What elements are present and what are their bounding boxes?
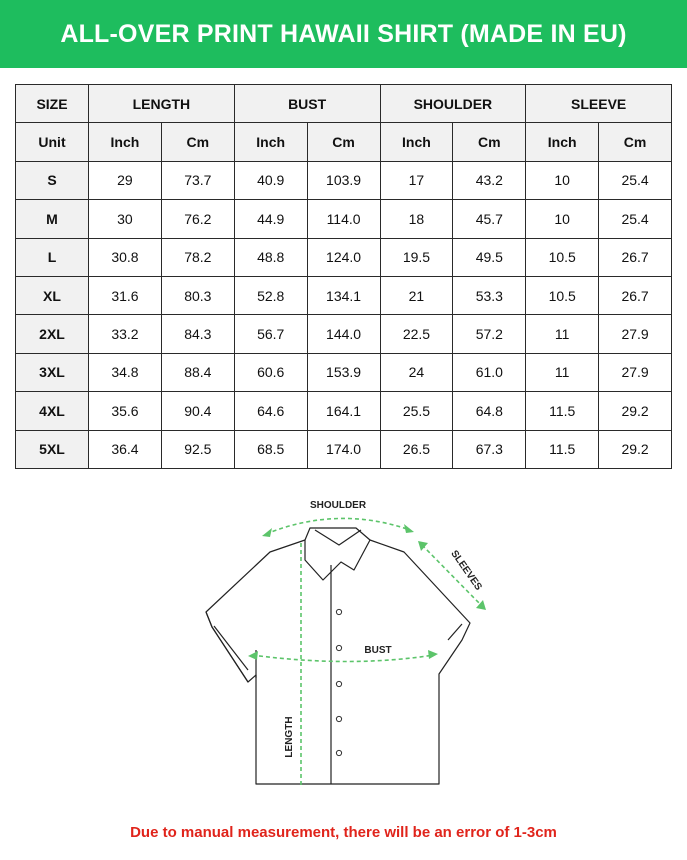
measurement-cell: 124.0: [307, 238, 380, 276]
group-header-sleeve: SLEEVE: [526, 85, 672, 123]
measurement-cell: 60.6: [234, 353, 307, 391]
table-row: [16, 238, 672, 276]
measurement-cell: 26.7: [599, 238, 672, 276]
measurement-cell: 90.4: [161, 392, 234, 430]
button: [336, 750, 341, 755]
measurement-cell: 30: [89, 200, 162, 238]
measurement-cell: 29.2: [599, 392, 672, 430]
measurement-cell: 26.5: [380, 430, 453, 468]
shoulder-label: SHOULDER: [309, 500, 367, 511]
size-label: S: [16, 161, 89, 199]
measurement-cell: 134.1: [307, 276, 380, 314]
measurement-cell: 30.8: [89, 238, 162, 276]
measurement-cell: 68.5: [234, 430, 307, 468]
sleeve-arrow-top: [418, 541, 428, 551]
measurement-cell: 27.9: [599, 353, 672, 391]
measurement-cell: 36.4: [89, 430, 162, 468]
size-label: XL: [16, 276, 89, 314]
unit-label: Unit: [16, 123, 89, 161]
measurement-cell: 10.5: [526, 276, 599, 314]
measurement-cell: 57.2: [453, 315, 526, 353]
button: [336, 681, 341, 686]
group-header-size: SIZE: [16, 85, 89, 123]
measurement-cell: 153.9: [307, 353, 380, 391]
unit-header-row: [16, 123, 672, 161]
table-row: [16, 276, 672, 314]
measurement-cell: 43.2: [453, 161, 526, 199]
size-label: 4XL: [16, 392, 89, 430]
group-header-shoulder: SHOULDER: [380, 85, 526, 123]
button: [336, 609, 341, 614]
unit-header: Inch: [234, 123, 307, 161]
measurement-cell: 25.5: [380, 392, 453, 430]
measurement-cell: 44.9: [234, 200, 307, 238]
measurement-cell: 26.7: [599, 276, 672, 314]
measurement-cell: 22.5: [380, 315, 453, 353]
unit-header: Cm: [307, 123, 380, 161]
measurement-cell: 56.7: [234, 315, 307, 353]
bust-label: BUST: [364, 645, 392, 656]
measurement-cell: 84.3: [161, 315, 234, 353]
table-row: [16, 353, 672, 391]
measurement-cell: 17: [380, 161, 453, 199]
measurement-cell: 11.5: [526, 392, 599, 430]
unit-header: Inch: [526, 123, 599, 161]
measurement-cell: 40.9: [234, 161, 307, 199]
measurement-cell: 10: [526, 200, 599, 238]
shirt-measurement-diagram: [190, 490, 500, 790]
measurement-cell: 19.5: [380, 238, 453, 276]
unit-header: Cm: [453, 123, 526, 161]
measurement-cell: 67.3: [453, 430, 526, 468]
table-row: [16, 315, 672, 353]
table-row: [16, 161, 672, 199]
unit-header: Cm: [161, 123, 234, 161]
unit-header: Inch: [380, 123, 453, 161]
length-label: LENGTH: [284, 716, 295, 758]
measurement-cell: 48.8: [234, 238, 307, 276]
measurement-cell: 33.2: [89, 315, 162, 353]
measurement-cell: 10: [526, 161, 599, 199]
measurement-cell: 11.5: [526, 430, 599, 468]
measurement-cell: 164.1: [307, 392, 380, 430]
measurement-cell: 80.3: [161, 276, 234, 314]
measurement-cell: 64.8: [453, 392, 526, 430]
group-header-bust: BUST: [234, 85, 380, 123]
measurement-error-note: Due to manual measurement, there will be an error of 1-3cm: [130, 824, 557, 841]
unit-header: Cm: [599, 123, 672, 161]
measurement-cell: 76.2: [161, 200, 234, 238]
button: [336, 716, 341, 721]
measurement-cell: 31.6: [89, 276, 162, 314]
measurement-cell: 49.5: [453, 238, 526, 276]
measurement-cell: 25.4: [599, 200, 672, 238]
table-row: [16, 392, 672, 430]
shoulder-arrow-left: [262, 528, 272, 537]
measurement-cell: 45.7: [453, 200, 526, 238]
measurement-cell: 78.2: [161, 238, 234, 276]
measurement-cell: 11: [526, 353, 599, 391]
measurement-cell: 73.7: [161, 161, 234, 199]
measurement-cell: 103.9: [307, 161, 380, 199]
measurement-cell: 25.4: [599, 161, 672, 199]
group-header-length: LENGTH: [89, 85, 235, 123]
size-label: L: [16, 238, 89, 276]
measurement-cell: 29: [89, 161, 162, 199]
measurement-cell: 29.2: [599, 430, 672, 468]
size-chart-table: [15, 84, 672, 469]
measurement-cell: 88.4: [161, 353, 234, 391]
measurement-cell: 10.5: [526, 238, 599, 276]
measurement-cell: 34.8: [89, 353, 162, 391]
measurement-cell: 52.8: [234, 276, 307, 314]
size-label: 5XL: [16, 430, 89, 468]
measurement-cell: 61.0: [453, 353, 526, 391]
measurement-cell: 92.5: [161, 430, 234, 468]
table-row: [16, 200, 672, 238]
size-label: 3XL: [16, 353, 89, 391]
measurement-cell: 53.3: [453, 276, 526, 314]
table-row: [16, 430, 672, 468]
group-header-row: [16, 85, 672, 123]
measurement-cell: 18: [380, 200, 453, 238]
shoulder-arrow-right: [404, 524, 414, 533]
unit-header: Inch: [89, 123, 162, 161]
measurement-cell: 27.9: [599, 315, 672, 353]
measurement-cell: 21: [380, 276, 453, 314]
measurement-cell: 24: [380, 353, 453, 391]
measurement-cell: 11: [526, 315, 599, 353]
page-title: ALL-OVER PRINT HAWAII SHIRT (MADE IN EU): [0, 0, 687, 68]
button: [336, 645, 341, 650]
size-label: M: [16, 200, 89, 238]
measurement-cell: 174.0: [307, 430, 380, 468]
measurement-cell: 35.6: [89, 392, 162, 430]
measurement-cell: 64.6: [234, 392, 307, 430]
size-label: 2XL: [16, 315, 89, 353]
sleeves-label: SLEEVES: [448, 548, 484, 593]
measurement-cell: 114.0: [307, 200, 380, 238]
measurement-cell: 144.0: [307, 315, 380, 353]
